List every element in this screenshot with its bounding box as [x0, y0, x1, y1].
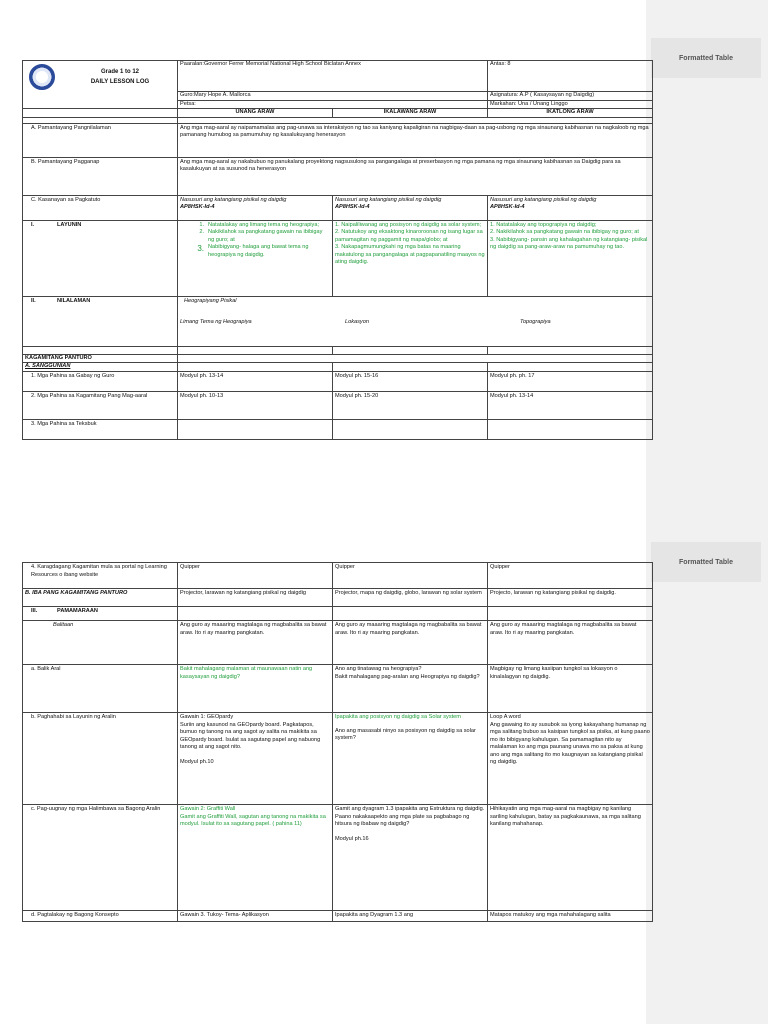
comment-balloon: Formatted Table	[651, 38, 761, 78]
learner-material-day3: Modyul ph. 13-14	[488, 391, 653, 419]
content-cell	[178, 296, 653, 346]
blank-cell	[178, 363, 333, 372]
blank-cell	[178, 346, 333, 354]
new-concept-day1: Gawain 3. Tukoy- Tema- Aplikasyon	[178, 911, 333, 922]
lesson-log-table-page2	[22, 562, 653, 922]
content-main: Heograpiyang Pisikal	[184, 297, 237, 304]
objectives-day3: 1. Natatalakay ang topograpiya ng daigdig; 2. Nakikilahok sa pangkatang gawain na ibibigay ng guro; at 3. Nabibigyang- pansin ang kahalagahan ng katangiang- pisikal ng daigdig sa pang-araw-araw na pamumuhay ng tao.	[488, 220, 653, 296]
comment-margin	[646, 0, 768, 1024]
news-day3: Ang guro ay maaaring magtalaga ng magbabalita sa bawat araw. Ito ri ay maaring pangkatan.	[488, 621, 653, 665]
news-label: Balitaan	[23, 621, 178, 665]
other-resources-day3: Quipper	[488, 563, 653, 589]
blank-cell	[333, 363, 488, 372]
grade-level-cell: Antas: 8	[488, 61, 653, 92]
teacher-cell: Guro:Mary Hope A. Mallorca	[178, 92, 488, 101]
blank-cell	[488, 363, 653, 372]
row-label: a. Balik Aral	[23, 665, 178, 713]
school-cell: Paaralan:Governor Ferrer Memorial National High School Biclatan Annex	[178, 61, 488, 92]
blank-cell	[488, 607, 653, 621]
motivation-day2: Ipapakita ang posisyon ng daigdig sa Solar system Ano ang masasabi ninyo sa posisyon ng daigdig sa solar system?	[333, 713, 488, 805]
motivation-day3: Loop A word Ang gawaing ito ay susubok sa iyong kakayahang humanap ng mga salitang bubuo sa kaisipan tungkol sa pisika, at kung paano mo ito bibigyang kahulugan. Sa pamamagitan nito ay malalaman ko ang mga paunang unawa mo sa paksa at kung ano ang mga salitang ito mo kaugnayan sa katangiang pisikal ng daigdig.	[488, 713, 653, 805]
competency-day1: Nasusuri ang katangiang pisikal ng daigdig AP8HSK-Id-4	[178, 195, 333, 220]
teacher-guide-day3: Modyul ph. ph. 17	[488, 371, 653, 391]
row-label: d. Pagtalakay ng Bagong Konsepto	[23, 911, 178, 922]
review-day3: Magbigay ng limang kasiipan tungkol sa lokasyon o kinalalagyan ng daigdig.	[488, 665, 653, 713]
row-label: A. Pamantayang Pangnilalaman	[23, 123, 178, 157]
content-day3: Topograpiya	[520, 319, 551, 326]
other-resources-day2: Quipper	[333, 563, 488, 589]
teacher-guide-day1: Modyul ph. 13-14	[178, 371, 333, 391]
blank-cell	[178, 419, 333, 439]
blank-cell	[333, 346, 488, 354]
examples-day3: Hihikayatin ang mga mag-aaral na magbigay ng kanilang sariling kahulugan, batay sa pagkakaunawa, sa mga salitang kanilang mahahanap.	[488, 805, 653, 911]
row-label: I. LAYUNIN	[23, 220, 178, 296]
examples-day2: Gamit ang dyagram 1.3 ipapakita ang Estruktura ng daigdig. Paano nakakaapekto ang mga plate sa pagbabago ng hitsura ng ibabaw ng daigdig? Modyul ph.16	[333, 805, 488, 911]
row-label: C. Kasanayan sa Pagkatuto	[23, 195, 178, 220]
row-label: b. Paghahabi sa Layunin ng Aralin	[23, 713, 178, 805]
news-day1: Ang guro ay maaaring magtalaga ng magbabalita sa bawat araw. Ito ri ay maaring pangkatan.	[178, 621, 333, 665]
new-concept-day3: Matapos matukoy ang mga mahahalagang salita	[488, 911, 653, 922]
log-title: DAILY LESSON LOG	[90, 79, 150, 86]
competency-day3: Nasusuri ang katangiang pisikal ng daigdig AP8HSK-Id-4	[488, 195, 653, 220]
blank-cell	[333, 419, 488, 439]
row-label: 3. Mga Pahina sa Teksbuk	[23, 419, 178, 439]
other-materials-label: B. IBA PANG KAGAMITANG PANTURO	[23, 589, 178, 607]
other-materials-day2: Projector, mapa ng daigdig, globo, larawan ng solar system	[333, 589, 488, 607]
day2-header: IKALAWANG ARAW	[333, 109, 488, 118]
teacher-guide-day2: Modyul ph. 15-16	[333, 371, 488, 391]
new-concept-day2: Ipapakita ang Dyagram 1.3 ang	[333, 911, 488, 922]
blank-cell	[178, 354, 653, 363]
comment-balloon: Formatted Table	[651, 542, 761, 582]
learner-material-day1: Modyul ph. 10-13	[178, 391, 333, 419]
blank-cell	[333, 607, 488, 621]
objectives-day2: 1. Naipaliliwanag ang posisyon ng daigdig sa solar system; 2. Natutukoy ang eksaktong kinaroroonan ng isang lugar sa pamamagitan ng paggamit ng mapa/globo; at 3. Nakapagmumungkahi ng mga batas na maaring makatulong sa pangangalaga at pagpapanatiling maayos ng ating daigdig.	[333, 220, 488, 296]
blank-cell	[23, 109, 178, 118]
news-day2: Ang guro ay maaaring magtalaga ng magbabalita sa bawat araw. Ito ri ay maaring pangkatan.	[333, 621, 488, 665]
date-cell: Petsa:	[178, 100, 488, 109]
lesson-log-table-page1	[22, 60, 653, 440]
day1-header: UNANG ARAW	[178, 109, 333, 118]
blank-cell	[488, 419, 653, 439]
motivation-day1: Gawain 1: GEOpardy Suriin ang kasunod na GEOpardy board. Pagkatapos, bumuo ng tanong na ang sagot ay salita na makikita sa GEOpardy board. Isulat sa sagutang papel ang nabuong tanong at ang sagot nito. Modyul ph.10	[178, 713, 333, 805]
content-day2: Lokasyon	[345, 319, 369, 326]
row-label: 4. Karagdagang Kagamitan mula sa portal ng Learning Resources o ibang website	[23, 563, 178, 589]
row-label: II. NILALAMAN	[23, 296, 178, 346]
performance-standard: Ang mga mag-aaral ay nakabubuo ng panukalang proyektong nagsusulong sa pangangalaga at preserbasyon ng mga pamana ng mga sinaunang kabihasnan sa Daigdig para sa kasalukuyan at sa susunod na henerasyon	[178, 157, 653, 195]
review-day1: Bakit mahalagang malaman at maunawaan natin ang kasaysayan ng daigdig?	[178, 665, 333, 713]
content-standard: Ang mga mag-aaral ay naipamamalas ang pag-unawa sa interaksiyon ng tao sa kaniyang kapaligiran na nagbigay-daan sa pag-usbong ng mga sinaunang kabihasnan na nagkaloob ng mga pamanang humubog sa pamumuhay ng kasalukuyang henerasyon	[178, 123, 653, 157]
blank-cell	[23, 346, 178, 354]
other-materials-day1: Projector, larawan ng katangiang pisikal ng daigdig	[178, 589, 333, 607]
other-resources-day1: Quipper	[178, 563, 333, 589]
other-materials-day3: Projecto, larawan ng katangiang pisikal ng daigdig.	[488, 589, 653, 607]
objectives-day1: 1. Natatalakay ang limang tema ng heograpiya; 2. Nakikilahok sa pangkatang gawain na ibibigay ng guro; at 3. Nabibigyang- halaga ang bawat tema ng heograpiya ng daigdig.	[178, 220, 333, 296]
row-label: III. PAMAMARAAN	[23, 607, 178, 621]
row-label: 1. Mga Pahina sa Gabay ng Guro	[23, 371, 178, 391]
deped-seal-icon	[29, 64, 55, 90]
header-logo-cell	[23, 61, 178, 109]
row-label: B. Pamantayang Pagganap	[23, 157, 178, 195]
learner-material-day2: Modyul ph. 15-20	[333, 391, 488, 419]
quarter-cell: Markahan: Una / Unang Linggo	[488, 100, 653, 109]
row-label: c. Pag-uugnay ng mga Halimbawa sa Bagong Aralin	[23, 805, 178, 911]
materials-label: KAGAMITANG PANTURO	[23, 354, 178, 363]
row-label: 2. Mga Pahina sa Kagamitang Pang Mag-aaral	[23, 391, 178, 419]
review-day2: Ano ang tinatawag na heograpiya? Bakit mahalagang pag-aralan ang Heograpiya ng daigdig?	[333, 665, 488, 713]
content-day1: Limang Tema ng Heograpiya	[180, 319, 252, 326]
competency-day2: Nasusuri ang katangiang pisikal ng daigdig AP8HSK-Id-4	[333, 195, 488, 220]
grade-range: Grade 1 to 12	[100, 69, 139, 75]
examples-day1: Gawain 2: Graffiti Wall Gamit ang Graffiti Wall, sagutan ang tanong na makikita sa modyul. Isulat ito sa sagutang papel. ( pahina 11)	[178, 805, 333, 911]
subject-cell: Asignatura: A.P ( Kasaysayan ng Daigdig)	[488, 92, 653, 101]
blank-cell	[178, 607, 333, 621]
references-label: A. SANGGUNIAN	[23, 363, 178, 372]
blank-cell	[488, 346, 653, 354]
day3-header: IKATLONG ARAW	[488, 109, 653, 118]
